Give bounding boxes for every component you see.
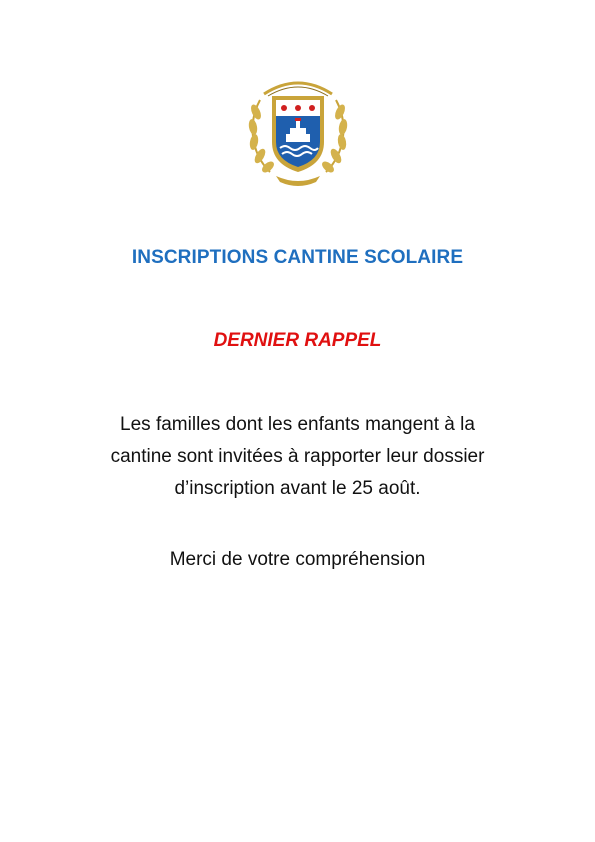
- notice-line: d’inscription avant le 25 août.: [174, 478, 421, 499]
- reminder-subtitle: DERNIER RAPPEL: [213, 330, 382, 351]
- notice-line: cantine sont invitées à rapporter leur dossier: [110, 446, 485, 467]
- coat-of-arms-icon: [242, 72, 354, 190]
- notice-body: [60, 409, 535, 505]
- closing-text: Merci de votre compréhension: [169, 549, 426, 570]
- page-title: INSCRIPTIONS CANTINE SCOLAIRE: [131, 247, 464, 268]
- notice-line: Les familles dont les enfants mangent à la: [120, 414, 475, 435]
